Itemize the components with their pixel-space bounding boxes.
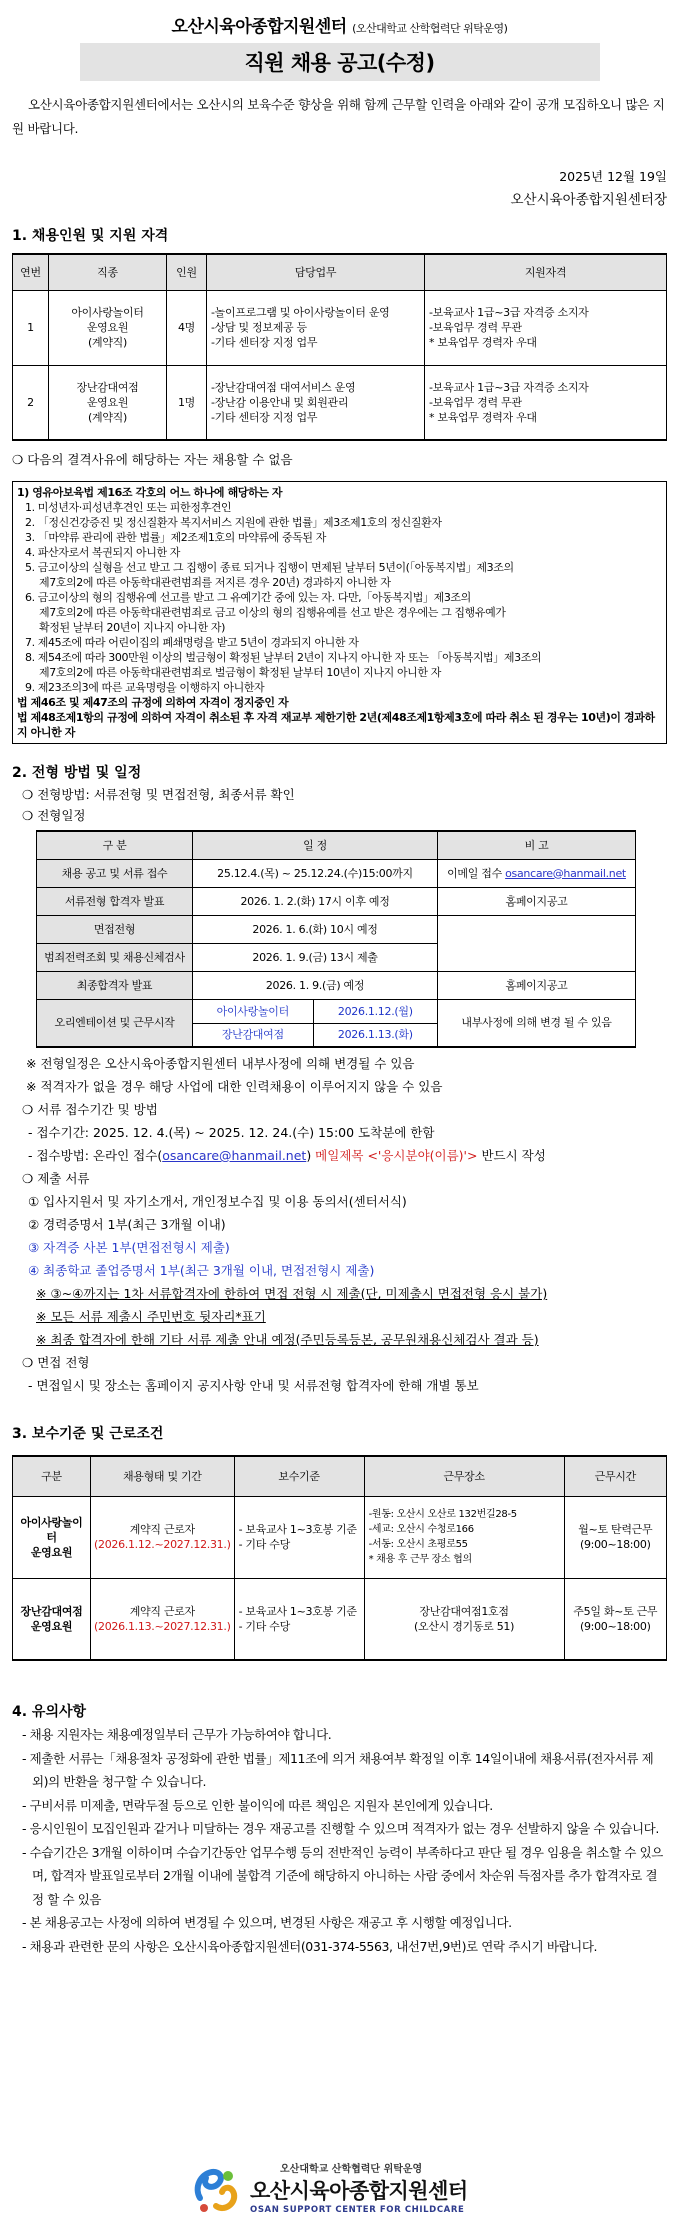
disq-item: 제7호의2에 따른 아동학대관련범죄를 저지른 경우 20년) 경과하지 아니한 자 (39, 576, 391, 589)
center-logo-icon (190, 2164, 246, 2216)
job-title: 아이사랑놀이터 운영요원 (계약직) (49, 290, 167, 365)
caution-item: - 채용 지원자는 채용예정일부터 근무가 가능하여야 합니다. (22, 1727, 332, 1742)
center-name: 오산시육아종합지원센터 (오산대학교 산학협력단 위탁운영) (171, 17, 508, 37)
docs-title: ❍ 제출 서류 (22, 1171, 90, 1186)
pay-standard: - 보육교사 1~3호봉 기준 - 기타 수당 (234, 1578, 364, 1660)
row-label: 오리엔테이션 및 근무시작 (37, 999, 193, 1047)
circle-bullet-icon: ❍ (12, 452, 24, 467)
disq-heading: 1) 영유아보육법 제16조 각호의 어느 하나에 해당하는 자 (17, 486, 283, 499)
col-header: 채용형태 및 기간 (91, 1456, 235, 1496)
schedule-note: 내부사정에 의해 변경 될 수 있음 (438, 999, 636, 1047)
orient-date: 2026.1.12.(월) (313, 999, 437, 1023)
work-place: -원동: 오산시 오산로 132번길28-5 -세교: 오산시 수청로166 -서동: 오산시 초평로55 * 채용 후 근무 장소 협의 (364, 1496, 564, 1578)
posting-date: 2025년 12월 19일 (559, 169, 667, 184)
circle-bullet-icon: ❍ (22, 1102, 34, 1117)
disq-item: 5. 금고이상의 실형을 선고 받고 그 집행이 종료 되거나 집행이 면제된 날부터 5년이(「아동복지법」제3조의 (25, 561, 514, 574)
schedule-table (36, 830, 636, 1048)
apply-title: ❍ 서류 접수기간 및 방법 (22, 1102, 158, 1117)
schedule-date: 25.12.4.(목) ~ 25.12.24.(수)15:00까지 (193, 859, 438, 887)
doc-item: ② 경력증명서 1부(최근 3개월 이내) (28, 1217, 226, 1232)
head-count: 4명 (167, 290, 207, 365)
disq-item: 2. 「정신건강증진 및 정신질환자 복지서비스 지원에 관한 법률」제3조제1호의 정신질환자 (25, 516, 442, 529)
note-line: ※ 전형일정은 오산시육아종합지원센터 내부사정에 의해 변경될 수 있음 (26, 1056, 415, 1071)
col-header: 구분 (13, 1456, 91, 1496)
schedule-date: 2026. 1. 9.(금) 예정 (193, 971, 438, 999)
disqualification-box (12, 481, 667, 744)
section1-title: 1. 채용인원 및 지원 자격 (12, 228, 169, 244)
schedule-notes (12, 1052, 667, 1098)
conditions-table (12, 1455, 667, 1661)
posting-header (12, 0, 667, 81)
positions-header-row (13, 254, 667, 290)
caution-item: - 응시인원이 모집인원과 같거나 미달하는 경우 재공고를 진행할 수 있으며 적격자가 없는 경우 선발하지 않을 수 있습니다. (22, 1821, 659, 1836)
table-row (13, 290, 667, 365)
positions-table (12, 253, 667, 441)
posting-title: 직원 채용 공고(수정) (80, 43, 600, 81)
circle-bullet-icon: ❍ (22, 808, 34, 823)
col-header: 지원자격 (425, 254, 667, 290)
circle-bullet-icon: ❍ (22, 787, 34, 802)
section4-title: 4. 유의사항 (12, 1704, 87, 1720)
table-row (13, 365, 667, 440)
row-label: 최종합격자 발표 (37, 971, 193, 999)
caution-item: - 수습기간은 3개월 이하이며 수습기간동안 업무수행 등의 전반적인 능력이 부족하다고 판단 될 경우 임용을 취소할 수 있으며, 합격자 발표일로부터 2개월 이내에 불합격 기준에 해당하지 아니하는 사람 중에서 차순위 득점자를 추가 합격자로 결정 할 수 있음 (22, 1844, 663, 1907)
apply-method: - 접수방법: 온라인 접수(osancare@hanmail.net) 메일제목 <'응시분야(이름)'> 반드시 작성 (28, 1148, 546, 1163)
doc-item: ③ 자격증 사본 1부(면접전형시 제출) (28, 1240, 230, 1255)
row-number: 1 (13, 290, 49, 365)
head-count: 1명 (167, 365, 207, 440)
col-header: 일 정 (193, 831, 438, 859)
email-link[interactable]: osancare@hanmail.net (162, 1148, 307, 1163)
doc-item: ④ 최종학교 졸업증명서 1부(최근 3개월 이내, 면접전형시 제출) (28, 1263, 375, 1278)
work-hours: 주5일 화~토 근무 (9:00~18:00) (564, 1578, 666, 1660)
disq-item: 9. 제23조의3에 따른 교육명령을 이행하지 아니한자 (25, 681, 265, 694)
selection-method: ❍ 전형방법: 서류전형 및 면접전형, 최종서류 확인 (22, 787, 295, 802)
note-line: ※ 적격자가 없을 경우 해당 사업에 대한 인력채용이 이루어지지 않을 수 있음 (26, 1079, 443, 1094)
duties: -놀이프로그램 및 아이사랑놀이터 운영 -상담 및 정보제공 등 -기타 센터장 지정 업무 (207, 290, 425, 365)
col-header: 인원 (167, 254, 207, 290)
email-link[interactable]: osancare@hanmail.net (505, 866, 626, 880)
orient-date: 2026.1.13.(화) (313, 1023, 437, 1047)
row-label: 채용 공고 및 서류 접수 (37, 859, 193, 887)
logo-text (250, 2160, 468, 2215)
doc-note: ※ 최종 합격자에 한해 기타 서류 제출 안내 예정(주민등록등본, 공무원채용신체검사 결과 등) (36, 1332, 539, 1347)
schedule-date: 2026. 1. 2.(화) 17시 이후 예정 (193, 887, 438, 915)
col-header: 담당업무 (207, 254, 425, 290)
interview-title: ❍ 면접 전형 (22, 1355, 90, 1370)
disq-item: 7. 제45조에 따라 어린이집의 폐쇄명령을 받고 5년이 경과되지 아니한 자 (25, 636, 359, 649)
table-row (37, 887, 636, 915)
intro-text: 오산시육아종합지원센터에서는 오산시의 보육수준 향상을 위해 함께 근무할 인력을 아래와 같이 공개 모집하오니 많은 지원 바랍니다. (12, 97, 665, 136)
schedule-date: 2026. 1. 6.(화) 10시 예정 (193, 915, 438, 943)
position-kind: 아이사랑놀이터 운영요원 (13, 1496, 91, 1578)
table-row (13, 1496, 667, 1578)
table-row (37, 999, 636, 1023)
disq-item: 4. 파산자로서 복권되지 아니한 자 (25, 546, 181, 559)
caution-item: - 본 채용공고는 사정에 의하여 변경될 수 있으며, 변경된 사항은 재공고 후 시행할 예정입니다. (22, 1915, 512, 1930)
cautions-list (12, 1723, 667, 1958)
employment-type: 계약직 근로자 (2026.1.13.~2027.12.31.) (91, 1578, 235, 1660)
disq-item: 6. 금고이상의 형의 집행유예 선고를 받고 그 유예기간 중에 있는 자. 다만,「아동복지법」제3조의 (25, 591, 471, 604)
disq-item: 제7호의2에 따른 아동학대관련범죄로 금고 이상의 형의 집행유예를 선고 받은 경우에는 그 집행유예가 (39, 606, 506, 619)
logo-english: OSAN SUPPORT CENTER FOR CHILDCARE (250, 2205, 465, 2215)
disq-tail: 법 제48조제1항의 규정에 의하여 자격이 취소된 후 자격 재교부 제한기한 2년(제48조제1항제3호에 따라 취소 된 경우는 10년)이 경과하지 아니한 자 (17, 711, 655, 739)
disq-item: 확정된 날부터 20년이 지나지 아니한 자) (39, 621, 225, 634)
row-label: 면접전형 (37, 915, 193, 943)
pay-standard: - 보육교사 1~3호봉 기준 - 기타 수당 (234, 1496, 364, 1578)
section3-title: 3. 보수기준 및 근로조건 (12, 1426, 164, 1442)
orient-name: 장난감대여점 (193, 1023, 314, 1047)
circle-bullet-icon: ❍ (22, 1171, 34, 1186)
orient-name: 아이사랑놀이터 (193, 999, 314, 1023)
disq-item: 3. 「마약류 관리에 관한 법률」제2조제1호의 마약류에 중독된 자 (25, 531, 326, 544)
doc-note: ※ ③~④까지는 1차 서류합격자에 한하여 면접 전형 시 제출(단, 미제출시 면접전형 응시 불가) (36, 1286, 548, 1301)
col-header: 보수기준 (234, 1456, 364, 1496)
caution-item: - 구비서류 미제출, 면락두절 등으로 인한 불이익에 따른 책임은 지원자 본인에게 있습니다. (22, 1797, 493, 1813)
disq-item: 8. 제54조에 따라 300만원 이상의 벌금형이 확정된 날부터 2년이 지나지 아니한 자 또는 「아동복지법」제3조의 (25, 651, 542, 664)
row-number: 2 (13, 365, 49, 440)
disq-item: 제7호의2에 따른 아동학대관련범죄로 벌금형이 확정된 날부터 10년이 지나지 아니한 자 (39, 666, 441, 679)
schedule-note: 홈페이지공고 (438, 887, 636, 915)
issuer: 오산시육아종합지원센터장 (510, 192, 667, 208)
caution-item: - 채용과 관련한 문의 사항은 오산시육아종합지원센터(031-374-5563, 내선7번,9번)로 연락 주시기 바랍니다. (22, 1938, 598, 1954)
employment-type: 계약직 근로자 (2026.1.12.~2027.12.31.) (91, 1496, 235, 1578)
interview-text: - 면접일시 및 장소는 홈페이지 공지사항 안내 및 서류전형 합격자에 한해 개별 통보 (28, 1378, 479, 1393)
schedule-label: ❍ 전형일정 (22, 808, 86, 823)
qualifications: -보육교사 1급~3급 자격증 소지자 -보육업무 경력 무관 * 보육업무 경력자 우대 (425, 365, 667, 440)
col-header: 직종 (49, 254, 167, 290)
row-label: 범죄전력조회 및 채용신체검사 (37, 943, 193, 971)
disq-item: 1. 미성년자‧피성년후견인 또는 피한정후견인 (25, 501, 232, 514)
job-title: 장난감대여점 운영요원 (계약직) (49, 365, 167, 440)
disq-tail: 법 제46조 및 제47조의 규정에 의하여 자격이 정지중인 자 (17, 696, 289, 709)
disqualification-intro: ❍ 다음의 결격사유에 해당하는 자는 채용할 수 없음 (12, 452, 293, 467)
mail-subject-rule: 메일제목 <'응시분야(이름)'> (315, 1148, 478, 1163)
section2-title: 2. 전형 방법 및 일정 (12, 765, 142, 781)
caution-item: - 제출한 서류는「채용절차 공정화에 관한 법률」제11조에 의거 채용여부 확정일 이후 14일이내에 채용서류(전자서류 제외)의 반환을 청구할 수 있습니다. (22, 1750, 654, 1789)
schedule-date: 2026. 1. 9.(금) 13시 제출 (193, 943, 438, 971)
table-row (13, 1578, 667, 1660)
work-hours: 월~토 탄력근무 (9:00~18:00) (564, 1496, 666, 1578)
conditions-header-row (13, 1456, 667, 1496)
col-header: 비 고 (438, 831, 636, 859)
row-label: 서류전형 합격자 발표 (37, 887, 193, 915)
doc-note: ※ 모든 서류 제출시 주민번호 뒷자리*표기 (36, 1309, 266, 1324)
qualifications: -보육교사 1급~3급 자격증 소지자 -보육업무 경력 무관 * 보육업무 경력자 우대 (425, 290, 667, 365)
footer-logo (0, 2156, 679, 2220)
col-header: 구 분 (37, 831, 193, 859)
schedule-note (438, 915, 636, 971)
position-kind: 장난감대여점 운영요원 (13, 1578, 91, 1660)
doc-item: ① 입사지원서 및 자기소개서, 개인정보수집 및 이용 동의서(센터서식) (28, 1194, 407, 1209)
table-row (37, 915, 636, 943)
schedule-note: 홈페이지공고 (438, 971, 636, 999)
apply-period: - 접수기간: 2025. 12. 4.(목) ~ 2025. 12. 24.(수) 15:00 도착분에 한함 (28, 1125, 435, 1140)
duties: -장난감대여점 대여서비스 운영 -장난감 이용안내 및 회원관리 -기타 센터장 지정 업무 (207, 365, 425, 440)
col-header: 근무장소 (364, 1456, 564, 1496)
circle-bullet-icon: ❍ (22, 1355, 34, 1370)
logo-name: 오산시육아종합지원센터 (250, 2179, 468, 2203)
logo-operator: 오산대학교 산학협력단 위탁운영 (280, 2164, 423, 2175)
col-header: 연번 (13, 254, 49, 290)
table-row (37, 971, 636, 999)
table-row (37, 859, 636, 887)
schedule-header-row (37, 831, 636, 859)
work-place: 장난감대여점1호점 (오산시 경기동로 51) (364, 1578, 564, 1660)
col-header: 근무시간 (564, 1456, 666, 1496)
schedule-note: 이메일 접수 osancare@hanmail.net (438, 859, 636, 887)
